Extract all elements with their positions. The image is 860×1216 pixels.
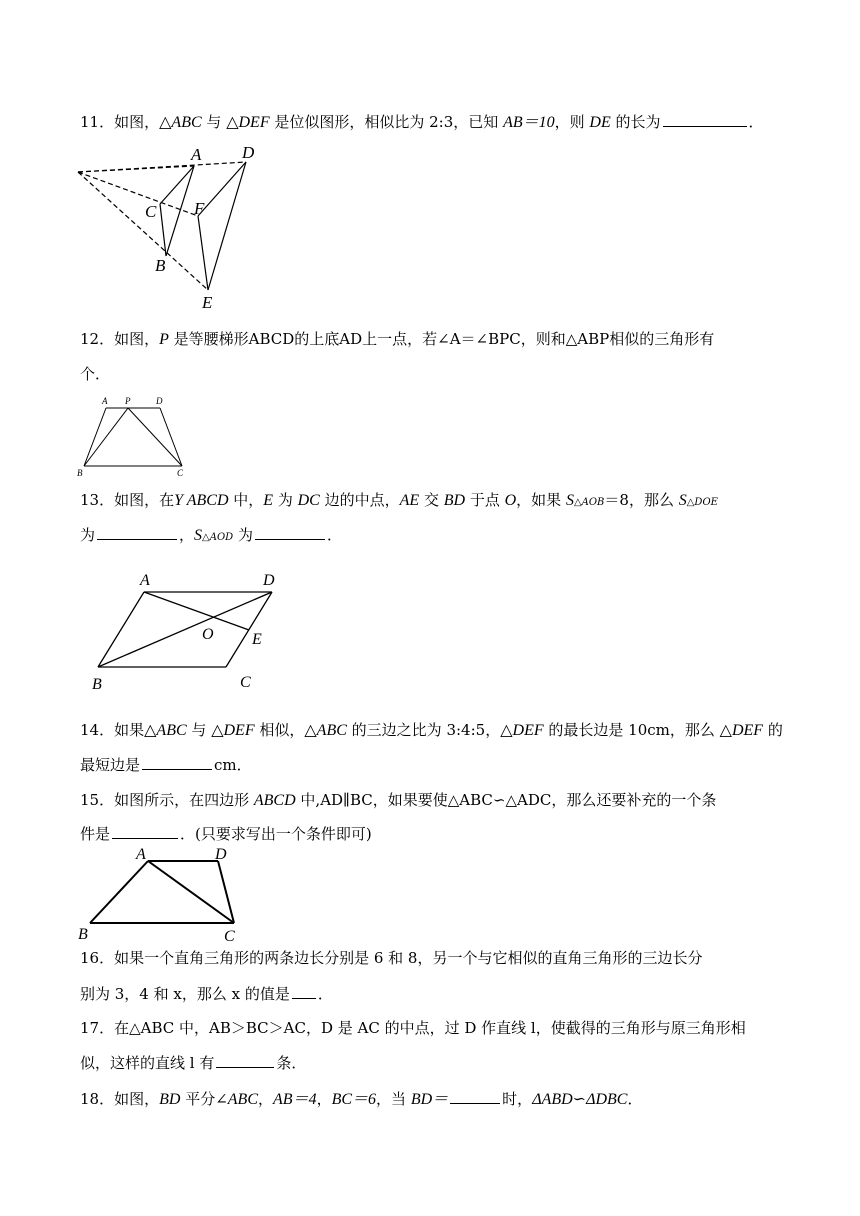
- q15-label-A: A: [136, 846, 146, 863]
- q11-label-B: B: [155, 256, 166, 275]
- q14-line2: 最短边是 cm．: [80, 756, 252, 774]
- q12-line1: 12．如图，P 是等腰梯形ABCD的上底AD上一点，若∠A＝∠BPC，则和△ABP相似的三角形有: [80, 330, 715, 348]
- q12-label-B: B: [77, 468, 83, 478]
- q14-answer-blank[interactable]: [142, 755, 212, 770]
- q11-label-A: A: [191, 145, 202, 164]
- q16-answer-blank[interactable]: [292, 984, 316, 999]
- q15-label-C: C: [224, 928, 235, 945]
- q11-label-E: E: [202, 293, 213, 312]
- q12-label-P: P: [125, 396, 131, 406]
- q11-answer-blank[interactable]: [663, 112, 747, 127]
- q17-answer-blank[interactable]: [216, 1053, 274, 1068]
- q12-number: 12．: [80, 330, 115, 348]
- q12-line2: 个．: [80, 365, 111, 383]
- q11-number: 11．: [80, 113, 115, 131]
- q12-label-D: D: [156, 396, 163, 406]
- q14-number: 14．: [80, 721, 115, 739]
- q16-line2: 别为 3，4 和 x，那么 x 的值是 ．: [80, 985, 333, 1003]
- q15-label-B: B: [78, 926, 88, 943]
- q13-answer-blank-2[interactable]: [255, 525, 325, 540]
- q17-line1: 17．在△ABC 中，AB＞BC＞AC，D 是 AC 的中点，过 D 作直线 l，使截得的三角形与原三角形相: [80, 1019, 746, 1037]
- q13-label-A: A: [140, 572, 150, 589]
- q13-label-O: O: [202, 626, 214, 643]
- q13-label-C: C: [240, 674, 251, 691]
- q15-answer-blank[interactable]: [112, 824, 178, 839]
- q13-figure: [86, 565, 286, 695]
- q13-label-E: E: [252, 631, 262, 648]
- q18-answer-blank[interactable]: [450, 1089, 500, 1104]
- q13-number: 13．: [80, 491, 115, 509]
- q13-label-D: D: [263, 572, 275, 589]
- q11-line1: 11．如图，△ABC 与 △DEF 是位似图形，相似比为 2:3，已知 AB＝10，则 DE 的长为 ．: [80, 113, 764, 131]
- q15-line1: 15．如图所示，在四边形 ABCD 中,AD∥BC，如果要使△ABC∽△ADC，那么还要补充的一个条: [80, 791, 717, 809]
- q11-label-C: C: [145, 202, 157, 221]
- q17-line2: 似，这样的直线 l 有 条．: [80, 1054, 307, 1072]
- q16-line1: 16．如果一个直角三角形的两条边长分别是 6 和 8，另一个与它相似的直角三角形的三边长分: [80, 949, 703, 967]
- q13-label-B: B: [92, 676, 102, 693]
- q15-label-D: D: [215, 846, 227, 863]
- q11-label-D: D: [242, 143, 255, 162]
- q12-label-A: A: [102, 396, 108, 406]
- q12-figure: [74, 392, 194, 480]
- q15-figure: [76, 845, 246, 945]
- q12-label-C: C: [177, 468, 184, 478]
- q13-answer-blank-1[interactable]: [97, 525, 177, 540]
- q11-label-F: F: [194, 199, 205, 218]
- q11-figure: [70, 140, 270, 315]
- q15-number: 15．: [80, 791, 115, 809]
- q18-line1: 18．如图，BD 平分∠ABC，AB＝4，BC＝6，当 BD＝ 时，ΔABD∽ΔDBC．: [80, 1090, 643, 1108]
- q13-line1: 13．如图，在Y ABCD 中，E 为 DC 边的中点，AE 交 BD 于点 O，如果 S△AOB＝8，那么 S△DOE: [80, 491, 718, 509]
- q14-line1: 14．如果△ABC 与 △DEF 相似，△ABC 的三边之比为 3:4:5，△DEF 的最长边是 10cm，那么 △DEF 的: [80, 721, 783, 739]
- q18-number: 18．: [80, 1090, 115, 1108]
- q15-line2: 件是 ．(只要求写出一个条件即可): [80, 825, 372, 843]
- q13-line2: 为 ，S△AOD 为 ．: [80, 526, 342, 544]
